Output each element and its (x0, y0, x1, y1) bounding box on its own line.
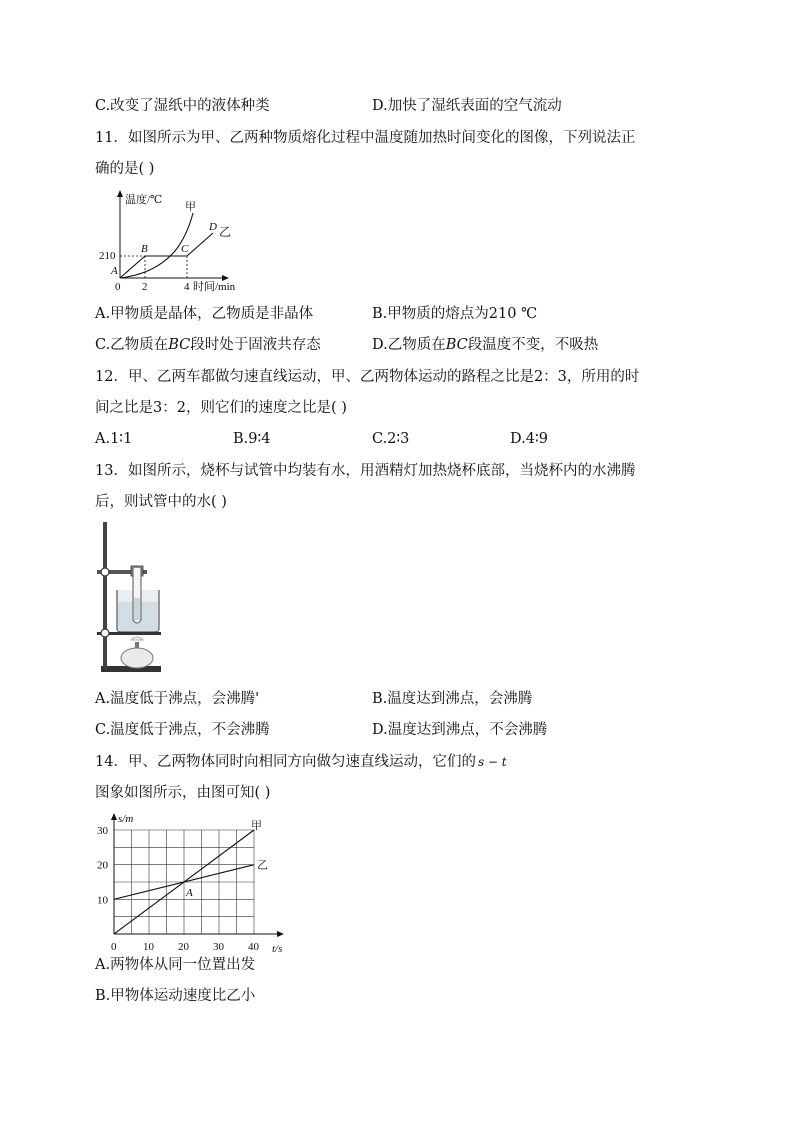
q11-x-axis-label: 时间/min (193, 281, 236, 293)
x-tick-label: 40 (248, 941, 259, 953)
q11-curve-yi (120, 233, 213, 278)
q13-option-a: A.温度低于沸点，会沸腾' (95, 691, 260, 707)
q11-option-c-italic: BC (168, 337, 191, 353)
q12-option-b: B.9∶4 (233, 431, 271, 447)
x-tick-label: 30 (213, 941, 224, 953)
q10-option-d: D.加快了湿纸表面的空气流动 (372, 98, 562, 114)
q11-option-d (372, 335, 598, 355)
lamp-wick (135, 642, 139, 648)
q14-stem-line1 (95, 752, 507, 772)
q12-stem-line2: 间之比是3：2，则它们的速度之比是( ) (95, 400, 347, 416)
series-label-yi: 乙 (257, 859, 268, 872)
q11-x-tick-0: 0 (115, 281, 121, 293)
y-tick-label: 20 (97, 859, 108, 872)
q14-option-a: A.两物体从同一位置出发 (95, 957, 256, 973)
y-axis-label: s/m (118, 813, 134, 825)
series-label-jia: 甲 (251, 820, 262, 832)
q14-option-b: B.甲物体运动速度比乙小 (95, 988, 256, 1004)
alcohol-lamp (121, 648, 153, 668)
y-tick-label: 30 (97, 825, 108, 837)
clamp-knob-upper (101, 568, 109, 576)
q11-option-c-post: 段时处于固液共存态 (190, 337, 321, 353)
q12-stem-line1: 12．甲、乙两车都做匀速直线运动，甲、乙两物体运动的路程之比是2：3，所用的时 (95, 369, 640, 385)
point-label-a: A (186, 887, 193, 899)
q11-curve-label-jia: 甲 (185, 201, 196, 213)
q13-option-d: D.温度达到沸点，不会沸腾 (372, 722, 548, 738)
q11-option-b: B.甲物质的熔点为210 ℃ (372, 306, 538, 322)
stand-rod (103, 522, 107, 668)
x-axis-arrow (277, 931, 284, 937)
q14-stem-line2: 图象如图所示，由图可知( ) (95, 785, 271, 801)
x-tick-label: 0 (111, 941, 117, 953)
y-axis-arrow (111, 813, 117, 820)
q14-s-t-graph (92, 812, 302, 955)
y-tick-label: 10 (97, 894, 108, 907)
q11-y-axis-arrow (117, 190, 123, 197)
q11-y-tick-210: 210 (99, 250, 116, 262)
x-axis-label: t/s (272, 943, 283, 955)
x-tick-label: 10 (143, 941, 154, 953)
q13-option-c: C.温度低于沸点，不会沸腾 (95, 722, 270, 738)
q12-option-c: C.2∶3 (372, 431, 410, 447)
q10-option-c: C.改变了湿纸中的液体种类 (95, 98, 270, 114)
q11-point-b: B (141, 243, 148, 255)
q13-stem-line1: 13．如图所示，烧杯与试管中均装有水，用酒精灯加热烧杯底部，当烧杯内的水沸腾 (95, 463, 636, 479)
clamp-knob-lower (101, 629, 109, 637)
q11-option-d-pre: D.乙物质在 (372, 337, 446, 353)
q11-point-d: D (209, 221, 217, 233)
q11-x-tick-4: 4 (184, 281, 190, 293)
x-tick-label: 20 (178, 941, 189, 953)
q11-curve-label-yi: 乙 (219, 225, 232, 239)
q14-stem-line1-text: 14．甲、乙两物体同时向相同方向做匀速直线运动，它们的 (95, 754, 476, 770)
test-tube-water (134, 598, 140, 620)
q11-option-c (95, 335, 321, 355)
q11-option-d-post: 段温度不变，不吸热 (467, 337, 599, 353)
q13-apparatus-figure (93, 520, 173, 680)
q12-option-d: D.4∶9 (510, 431, 548, 447)
q11-y-axis-label: 温度/℃ (125, 194, 163, 206)
q13-stem-line2: 后，则试管中的水( ) (95, 494, 227, 510)
q11-option-c-pre: C.乙物质在 (95, 337, 169, 353)
q12-option-a: A.1∶1 (95, 431, 133, 447)
q11-melting-graph (95, 186, 295, 298)
q11-stem-line1: 11．如图所示为甲、乙两种物质熔化过程中温度随加热时间变化的图像，下列说法正 (95, 130, 636, 146)
q11-x-tick-2: 2 (142, 281, 148, 293)
q11-option-a: A.甲物质是晶体，乙物质是非晶体 (95, 306, 314, 322)
q11-stem-line2: 确的是( ) (95, 161, 155, 177)
q11-point-a: A (111, 265, 118, 277)
q11-option-d-italic: BC (445, 337, 468, 353)
q14-formula-s-t: s − t (477, 755, 507, 769)
q13-option-b: B.温度达到沸点，会沸腾 (372, 691, 533, 707)
q11-point-c: C (181, 243, 189, 255)
flame (131, 637, 143, 640)
